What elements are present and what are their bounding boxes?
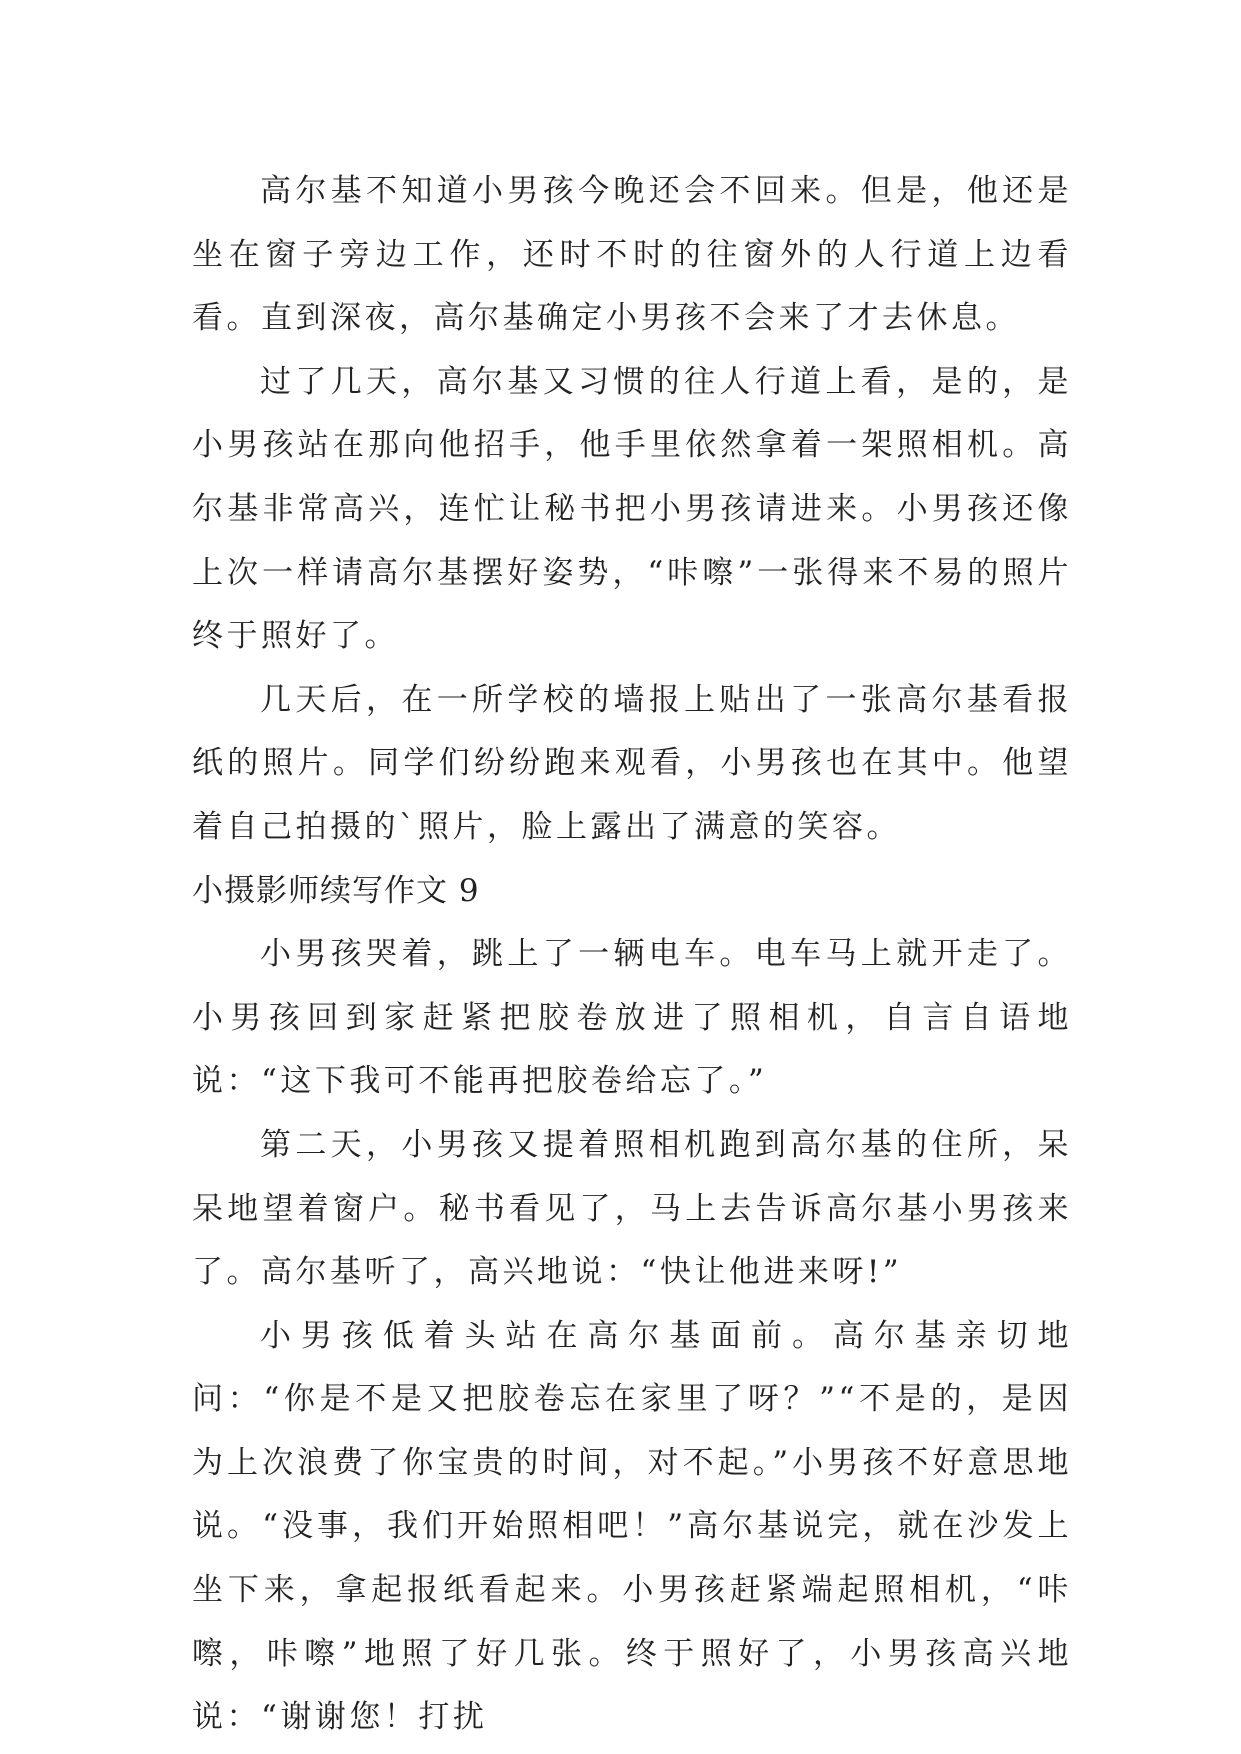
paragraph: 过了几天，高尔基又习惯的往人行道上看，是的，是小男孩站在那向他招手，他手里依然拿着一架照相机。高尔基非常高兴，连忙让秘书把小男孩请进来。小男孩还像上次一样请高尔基摆好姿势，“咔嚓”一张得来不易的照片终于照好了。	[192, 363, 1072, 655]
paragraph: 小男孩哭着，跳上了一辆电车。电车马上就开走了。小男孩回到家赶紧把胶卷放进了照相机，自言自语地说：“这下我可不能再把胶卷给忘了。”	[192, 936, 1072, 1100]
section-heading: 小摄影师续写作文 9	[192, 872, 480, 909]
paragraph: 小男孩低着头站在高尔基面前。高尔基亲切地问：“你是不是又把胶卷忘在家里了呀？”“不是的，是因为上次浪费了你宝贵的时间，对不起。”小男孩不好意思地说。“没事，我们开始照相吧！”高尔基说完，就在沙发上坐下来，拿起报纸看起来。小男孩赶紧端起照相机，“咔嚓，咔嚓”地照了好几张。终于照好了，小男孩高兴地说：“谢谢您！打扰	[192, 1317, 1072, 1736]
paragraph: 高尔基不知道小男孩今晚还会不回来。但是，他还是坐在窗子旁边工作，还时不时的往窗外的人行道上边看看。直到深夜，高尔基确定小男孩不会来了才去休息。	[192, 173, 1072, 337]
paragraph: 第二天，小男孩又提着照相机跑到高尔基的住所，呆呆地望着窗户。秘书看见了，马上去告诉高尔基小男孩来了。高尔基听了，高兴地说：“快让他进来呀!”	[192, 1126, 1072, 1291]
document-body	[192, 160, 1072, 1750]
paragraph: 几天后，在一所学校的墙报上贴出了一张高尔基看报纸的照片。同学们纷纷跑来观看，小男孩也在其中。他望着自己拍摄的`照片，脸上露出了满意的笑容。	[192, 681, 1072, 845]
